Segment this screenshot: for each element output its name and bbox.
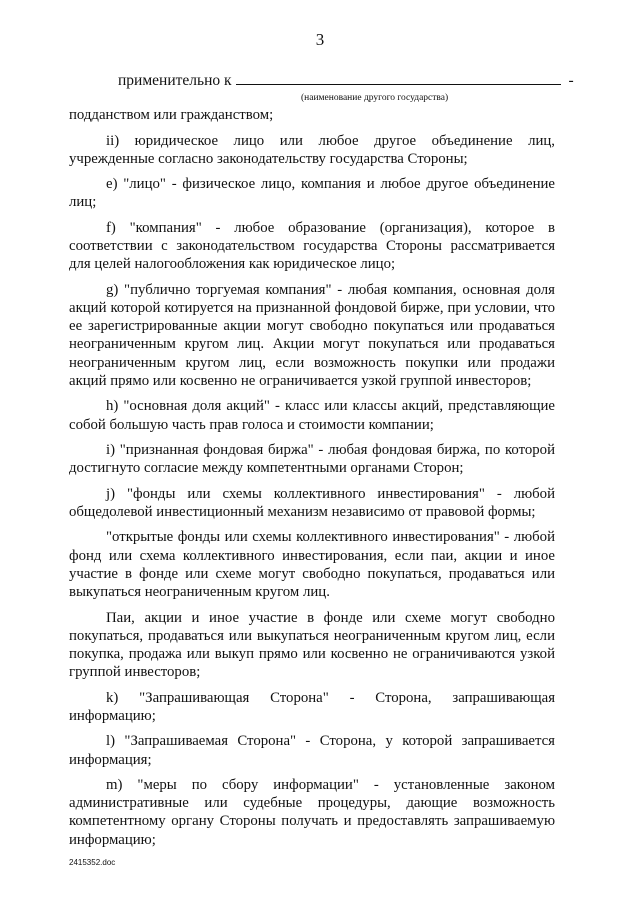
paragraph-item-k: k) "Запрашивающая Сторона" - Сторона, запрашивающая информацию;: [69, 689, 555, 724]
paragraph-continuation: подданством или гражданством;: [69, 107, 274, 123]
paragraph-shares: Паи, акции и иное участие в фонде или схеме могут свободно покупаться, продаваться или выкупаться неограниченным кругом лиц, если покупка, продажа или выкуп прямо или косвенно не ограничиваются узкой группой инвесторов;: [69, 609, 555, 681]
paragraph-item-f: f) "компания" - любое образование (организация), которое в соответствии с законодательством государства Стороны рассматривается для целей налогообложения как юридическое лицо;: [69, 219, 555, 273]
paragraph-item-ii: ii) юридическое лицо или любое другое объединение лиц, учрежденные согласно законодательству государства Стороны;: [69, 132, 555, 167]
blank-line: [236, 70, 561, 85]
paragraph-item-g: g) "публично торгуемая компания" - любая компания, основная доля акций которой котируется на признанной фондовой бирже, при условии, что ее зарегистрированные акции могут свободно покупаться или продаваться неограниченным кругом лиц. Акции могут покупаться или продаваться неограниченным кругом лиц, если возможность покупки или продажи акций прямо или косвенно не ограничивается узкой группой инвесторов;: [69, 281, 555, 389]
header-line: [118, 70, 574, 91]
footer-filename: 2415352.doc: [69, 858, 116, 867]
header-prefix: применительно к: [118, 72, 232, 89]
paragraph-item-m: m) "меры по сбору информации" - установленные законом административные или судебные процедуры, дающие возможность компетентному органу Стороны получать и предоставлять запрашиваемую информацию;: [69, 777, 555, 848]
paragraph-item-h: h) "основная доля акций" - класс или классы акций, представляющие собой большую часть прав голоса и стоимости компании;: [69, 398, 555, 433]
paragraph-item-i: i) "признанная фондовая биржа" - любая фондовая биржа, по которой достигнуто согласие между компетентными органами Сторон;: [69, 442, 555, 477]
blank-caption: (наименование другого государства): [301, 93, 449, 103]
paragraph-open-funds: "открытые фонды или схемы коллективного инвестирования" - любой фонд или схема коллективного инвестирования, если паи, акции и иное участие в фонде или схеме могут свободно покупаться, продаваться или выкупаться неограниченным кругом лиц.: [69, 529, 555, 601]
paragraph-item-j: j) "фонды или схемы коллективного инвестирования" - любой общедолевой инвестиционный механизм независимо от правовой формы;: [69, 485, 555, 520]
body-text: [69, 106, 555, 856]
paragraph-item-l: l) "Запрашиваемая Сторона" - Сторона, у которой запрашивается информация;: [69, 733, 555, 768]
paragraph-item-e: e) "лицо" - физическое лицо, компания и любое другое объединение лиц;: [69, 176, 555, 211]
header-suffix: -: [568, 72, 574, 89]
page-number: 3: [315, 30, 325, 49]
